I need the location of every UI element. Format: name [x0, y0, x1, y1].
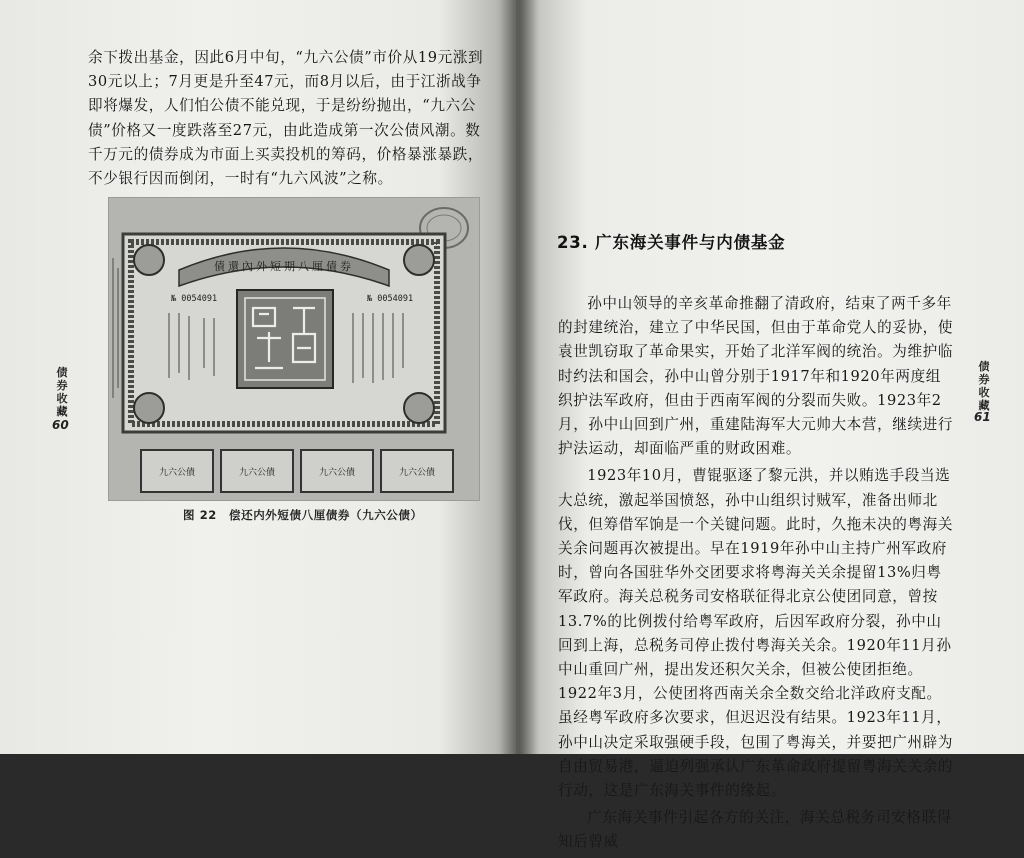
serial-right: № 0054091 [367, 294, 414, 304]
figure-caption: 图 22 偿还内外短债八厘债券（九六公债） [183, 508, 423, 522]
coupon-label: 九六公債 [158, 468, 196, 478]
left-paragraph: 余下拨出基金，因此6月中旬，“九六公债”市价从19元涨到30元以上；7月更是升至47元，而8月以后，由于江浙战争即将爆发，人们怕公债不能兑现，于是纷纷抛出，“九六公债”价格又一度跌落至27元，由此造成第一次公债风潮。数千万元的债券成为市面上买卖投机的筹码，价格暴涨暴跌，不少银行因而倒闭，一时有“九六风波”之称。 [88, 49, 484, 188]
bond-certificate-image [109, 198, 479, 500]
side-title-left: 债券收藏 [56, 366, 68, 418]
left-page [0, 0, 516, 754]
left-body-text [88, 46, 486, 191]
page-number-right: 61 [974, 410, 991, 424]
serial-left: № 0054091 [171, 294, 218, 304]
coupon-label: 九六公債 [398, 468, 436, 478]
coupon-label: 九六公債 [318, 468, 356, 478]
bond-title: 債還內外短期八厘債券 [214, 260, 354, 273]
right-body-text [558, 292, 956, 858]
right-paragraph: 1923年10月，曹锟驱逐了黎元洪，并以贿选手段当选大总统，激起举国愤怒，孙中山组织讨贼军，准备出师北伐，但筹借军饷是一个关键问题。此时，久拖未决的粤海关关余问题再次被提出。早在1919年孙中山主持广州军政府时，曾向各国驻华外交团要求将粤海关关余提留13%归粤军政府。海关总税务司安格联征得北京公使团同意，曾按13.7%的比例拨付给粤军政府，后因军政府分裂，孙中山回到上海，总税务司停止拨付粤海关关余。1920年11月孙中山重回广州，提出发还积欠关余，但被公使团拒绝。1922年3月，公使团将西南关余全数交给北洋政府支配。虽经粤军政府多次要求，但迟迟没有结果。1923年11月，孙中山决定采取强硬手段，包围了粤海关，并要把广州辟为自由贸易港，逼迫列强承认广东革命政府提留粤海关关余的行动，这是广东海关事件的缘起。 [558, 467, 954, 800]
right-paragraph: 孙中山领导的辛亥革命推翻了清政府，结束了两千多年的封建统治，建立了中华民国，但由于革命党人的妥协，使袁世凯窃取了革命果实，开始了北洋军阀的统治。为维护临时约法和国会，孙中山曾分别于1917年和1920年两度组织护法军政府，但由于西南军阀的分裂而失败。1923年2月，孙中山回到广州，重建陆海军大元帅大本营，继续进行护法运动，却面临严重的财政困难。 [558, 295, 954, 458]
coupon-label: 九六公債 [238, 468, 276, 478]
bond-figure [108, 197, 480, 501]
right-paragraph: 广东海关事件引起各方的关注，海关总税务司安格联得知后曾威 [558, 809, 952, 851]
page-number-left: 60 [52, 418, 69, 432]
book-gutter [500, 0, 540, 754]
section-title: 23. 广东海关事件与内债基金 [557, 233, 786, 252]
side-title-right: 债券收藏 [978, 360, 990, 412]
